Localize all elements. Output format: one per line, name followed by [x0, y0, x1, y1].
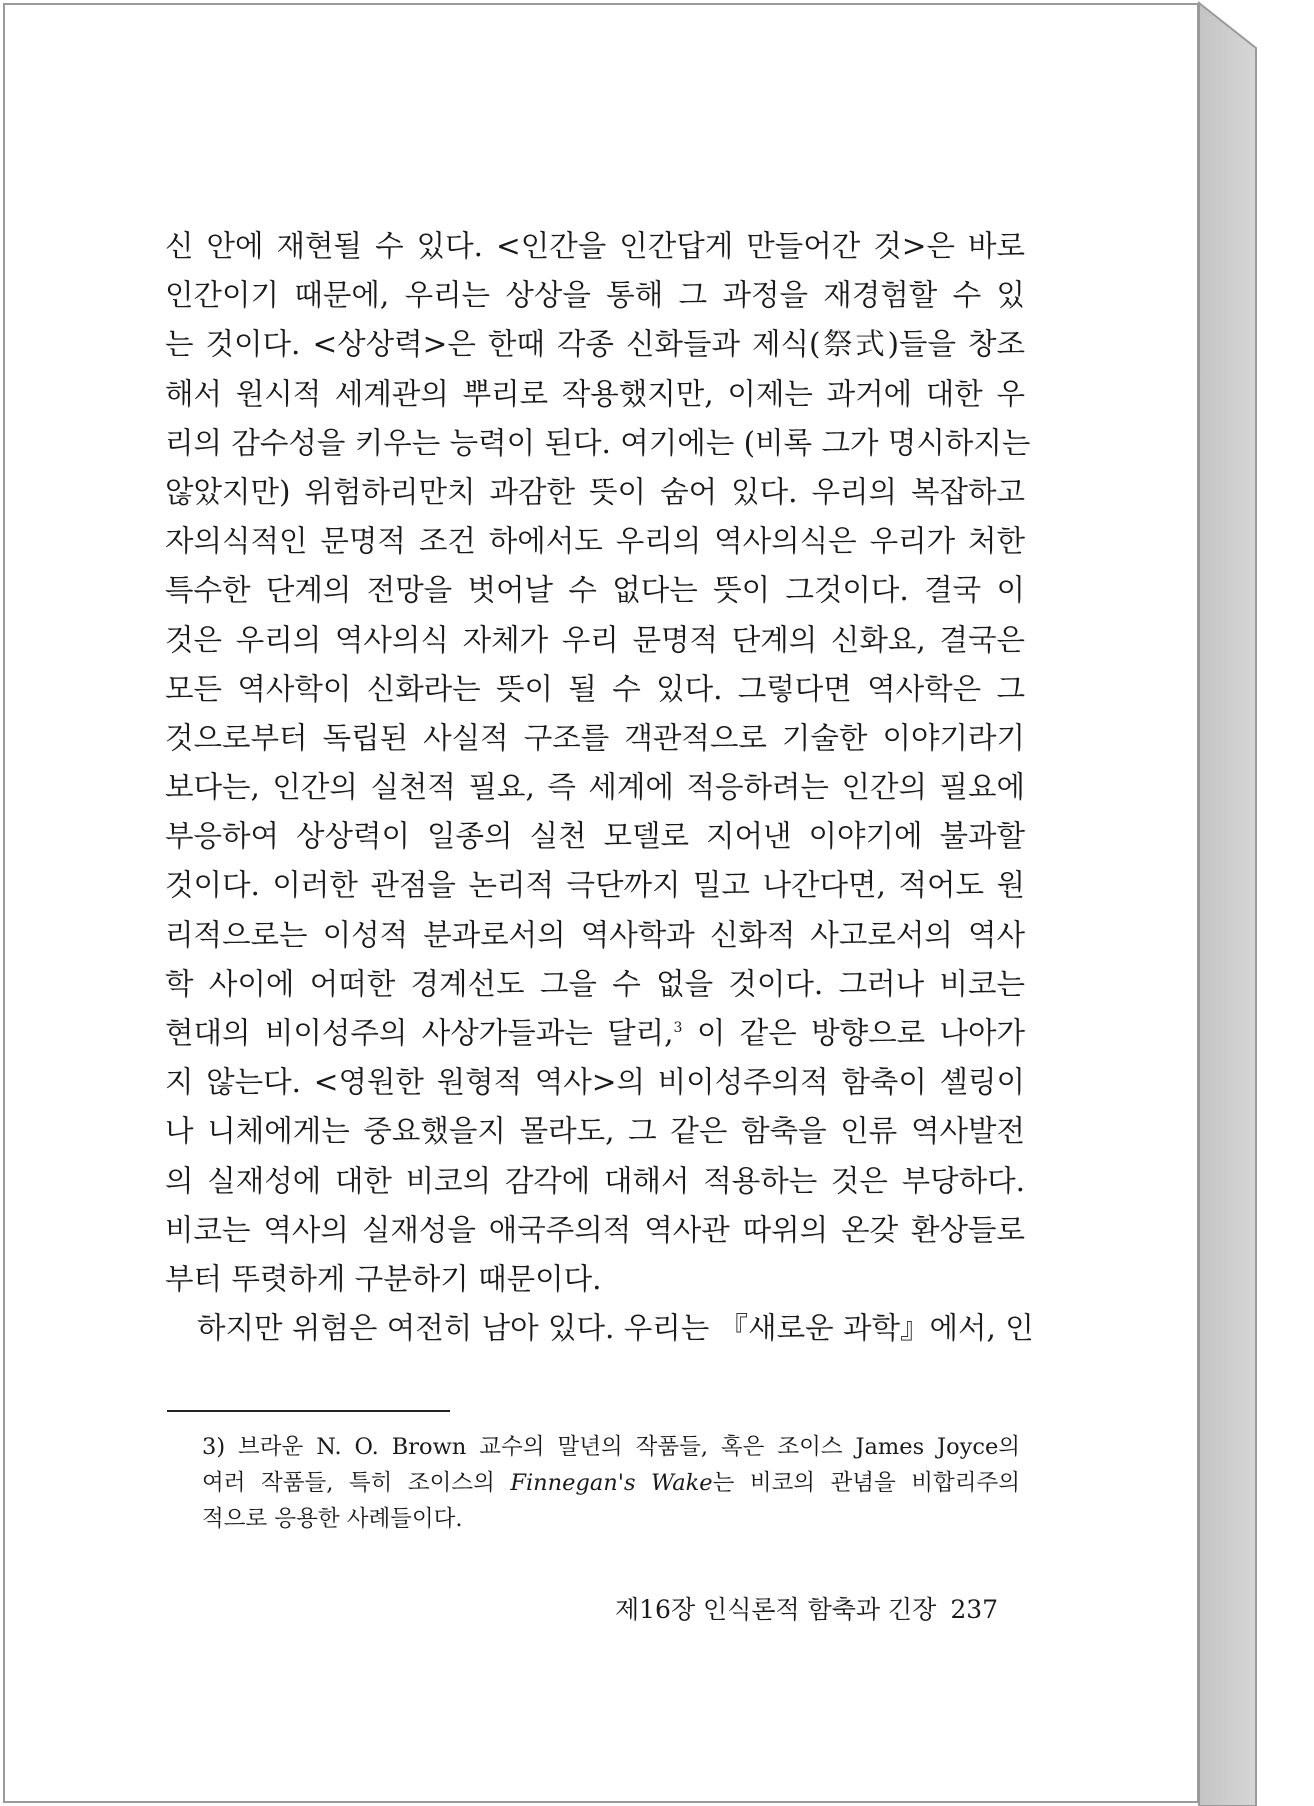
body-line-with-footnote-ref	[165, 1009, 1025, 1058]
footnote-line: 적으로 응용한 사례들이다.	[202, 1506, 463, 1532]
footnote-divider	[167, 1410, 450, 1412]
body-line: 비코는 역사의 실재성을 애국주의적 역사관 따위의 온갖 환상들로	[165, 1212, 1025, 1247]
body-line: 리적으로는 이성적 분과로서의 역사학과 신화적 사고로서의 역사	[165, 917, 1025, 952]
footnote	[202, 1429, 1020, 1537]
footnote-line	[202, 1465, 1020, 1501]
body-line: 는 것이다. <상상력>은 한때 각종 신화들과 제식(祭式)들을 창조	[165, 327, 1025, 362]
body-line: 나 니체에게는 중요했을지 몰라도, 그 같은 함축을 인류 역사발전	[165, 1114, 1025, 1149]
body-line: 지 않는다. <영원한 원형적 역사>의 비이성주의적 함축이 셸링이	[165, 1065, 1025, 1100]
body-line-part: 현대의 비이성주의 사상가들과는 달리,	[165, 1016, 674, 1050]
body-line: 하지만 위험은 여전히 남아 있다. 우리는 『새로운 과학』에서, 인	[197, 1311, 1034, 1346]
footnote-italic-title: Finnegan's Wake	[510, 1470, 713, 1496]
body-text	[165, 222, 1034, 1353]
footnote-line-part: 여러 작품들, 특히 조이스의	[202, 1470, 511, 1496]
page-number: 237	[950, 1595, 999, 1624]
body-line: 인간이기 때문에, 우리는 상상을 통해 그 과정을 재경험할 수 있	[165, 278, 1025, 313]
body-line: 의 실재성에 대한 비코의 감각에 대해서 적용하는 것은 부당하다.	[165, 1163, 1025, 1198]
body-line: 리의 감수성을 키우는 능력이 된다. 여기에는 (비록 그가 명시하지는	[165, 425, 1031, 460]
body-line-part: 이 같은 방향으로 나아가	[682, 1016, 1025, 1050]
body-line: 자의식적인 문명적 조건 하에서도 우리의 역사의식은 우리가 처한	[165, 524, 1025, 559]
body-line: 해서 원시적 세계관의 뿌리로 작용했지만, 이제는 과거에 대한 우	[165, 376, 1025, 411]
body-line: 않았지만) 위험하리만치 과감한 뜻이 숨어 있다. 우리의 복잡하고	[165, 474, 1025, 509]
book-edge-side	[1199, 3, 1256, 1806]
body-line: 특수한 단계의 전망을 벗어날 수 없다는 뜻이 그것이다. 결국 이	[165, 573, 1025, 608]
running-title: 제16장 인식론적 함축과 긴장	[615, 1595, 937, 1624]
body-line: 것으로부터 독립된 사실적 구조를 객관적으로 기술한 이야기라기	[165, 720, 1025, 755]
body-line: 학 사이에 어떠한 경계선도 그을 수 없을 것이다. 그러나 비코는	[165, 966, 1025, 1001]
body-line: 것은 우리의 역사의식 자체가 우리 문명적 단계의 신화요, 결국은	[165, 622, 1025, 657]
footnote-line: 3) 브라운 N. O. Brown 교수의 말년의 작품들, 혹은 조이스 James Joyce의	[202, 1434, 1020, 1460]
body-line: 보다는, 인간의 실천적 필요, 즉 세계에 적응하려는 인간의 필요에	[165, 770, 1025, 805]
footnote-reference: 3	[673, 1020, 683, 1037]
body-line: 신 안에 재현될 수 있다. <인간을 인간답게 만들어간 것>은 바로	[165, 229, 1025, 263]
body-line: 것이다. 이러한 관점을 논리적 극단까지 밀고 나간다면, 적어도 원	[165, 868, 1025, 903]
body-line: 모든 역사학이 신화라는 뜻이 될 수 있다. 그렇다면 역사학은 그	[165, 671, 1025, 706]
footnote-line-part: 는 비코의 관념을 비합리주의	[712, 1470, 1020, 1496]
body-line: 부응하여 상상력이 일종의 실천 모델로 지어낸 이야기에 불과할	[165, 819, 1025, 854]
body-line: 부터 뚜렷하게 구분하기 때문이다.	[165, 1261, 602, 1296]
running-footer	[615, 1590, 999, 1626]
